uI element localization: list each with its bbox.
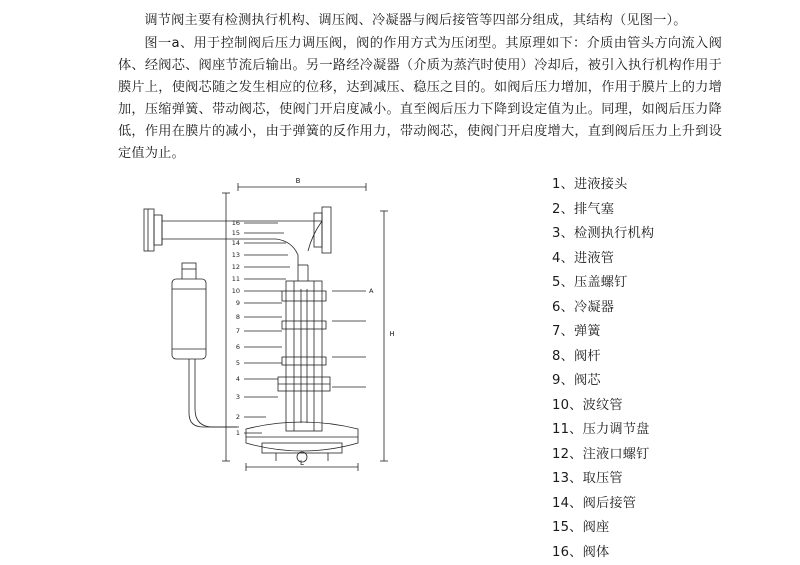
legend-item: 9、阀芯 [552,369,722,394]
legend-item: 14、阀后接管 [552,492,722,517]
legend-item: 8、阀杆 [552,345,722,370]
svg-text:7: 7 [236,327,240,335]
svg-text:H: H [389,330,394,338]
svg-text:14: 14 [232,239,240,247]
svg-text:16: 16 [232,219,240,227]
figure-legend [552,173,722,565]
figure-and-legend-area [118,171,722,471]
legend-item: 11、压力调节盘 [552,418,722,443]
svg-text:12: 12 [232,263,240,271]
legend-item: 12、注液口螺钉 [552,443,722,468]
svg-text:11: 11 [232,275,240,283]
svg-text:2: 2 [236,413,240,421]
legend-item: 4、进液管 [552,247,722,272]
paragraph-2: 图一a、用于控制阀后压力调压阀，阀的作用方式为压闭型。其原理如下：介质由管头方向流入阀体、经阀芯、阀座节流后输出。另一路经冷凝器（介质为蒸汽时使用）冷却后，被引入执行机构作用于膜片上，使阀芯随之发生相应的位移，达到减压、稳压之目的。如阀后压力增加，作用于膜片上的力增加，压缩弹簧、带动阀芯，使阀门开启度减小。直至阀后压力下降到设定值为止。同理，如阀后压力降低，作用在膜片的减小，由于弹簧的反作用力，带动阀芯，使阀门开启度增大，直到阀后压力上升到设定值为止。 [118,33,722,165]
svg-text:13: 13 [232,251,240,259]
svg-text:9: 9 [236,299,240,307]
svg-text:3: 3 [236,393,240,401]
legend-item: 3、检测执行机构 [552,222,722,247]
svg-text:L: L [300,459,304,467]
svg-text:A: A [369,287,374,295]
legend-item: 6、冷凝器 [552,296,722,321]
svg-text:4: 4 [236,375,240,383]
legend-item: 7、弹簧 [552,320,722,345]
legend-item: 1、进液接头 [552,173,722,198]
legend-item: 16、阀体 [552,541,722,565]
svg-text:1: 1 [236,429,240,437]
valve-diagram [126,171,526,471]
svg-text:10: 10 [232,287,240,295]
svg-text:8: 8 [236,313,240,321]
svg-text:15: 15 [232,229,240,237]
svg-text:B: B [296,177,301,185]
legend-item: 5、压盖螺钉 [552,271,722,296]
legend-item: 15、阀座 [552,516,722,541]
legend-item: 10、波纹管 [552,394,722,419]
legend-item: 2、排气塞 [552,198,722,223]
paragraph-1: 调节阀主要有检测执行机构、调压阀、冷凝器与阀后接管等四部分组成，其结构（见图一）。 [118,10,722,32]
svg-text:6: 6 [236,343,240,351]
svg-text:5: 5 [236,359,240,367]
legend-item: 13、取压管 [552,467,722,492]
